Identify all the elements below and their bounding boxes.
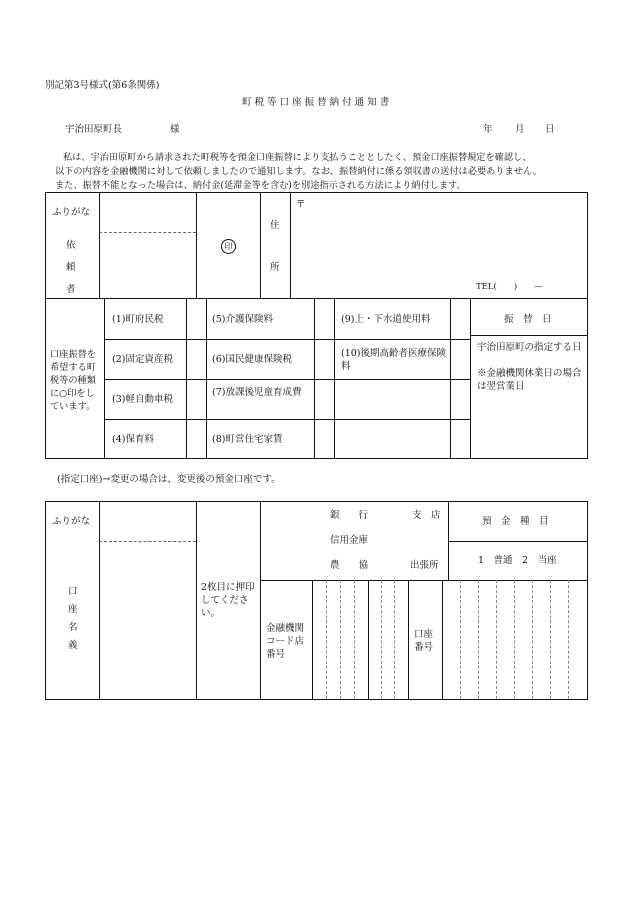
seal-instruction: 2枚目に押印してください。 [201, 582, 255, 619]
tax-item-10: (10)後期高齢者医療保険料 [341, 348, 447, 372]
institution-code-label: 金融機関コード店番号 [266, 623, 305, 660]
branch-label: 支 店 [412, 510, 441, 521]
intro-line-1: 私は、宇治田原町から請求された町税等を預金口座振替により支払うこととしたく、預金口座振替規定を確認し、 [63, 152, 532, 163]
transfer-day-header: 振 替 日 [504, 314, 552, 325]
tax-item-9: (9)上・下水道使用料 [341, 314, 431, 325]
applicant-label-1: 依 [66, 240, 76, 251]
applicant-furigana-label: ふりがな [52, 207, 91, 218]
tax-item-3: (3)軽自動車税 [112, 394, 173, 405]
address-label-2: 所 [270, 262, 280, 273]
applicant-label-2: 頼 [66, 262, 76, 273]
tax-types-side-label: 口座振替を希望する町税等の種類に○印をしています。 [50, 349, 96, 412]
branch-office-label: 出張所 [410, 560, 439, 571]
intro-line-3: また、振替不能となった場合は、納付金(延滞金等を含む)を別途指示される方法により納付します。 [55, 180, 466, 191]
tax-item-4: (4)保育料 [112, 434, 154, 445]
account-furigana-label: ふりがな [52, 516, 91, 527]
transfer-day-text-1: 宇治田原町の指定する日 [477, 342, 582, 353]
agri-coop-label: 農 協 [330, 560, 369, 571]
form-reference: 別記第3号様式(第6条関係) [45, 80, 160, 91]
tax-item-8: (8)町営住宅家賃 [212, 434, 283, 445]
account-name-label-4: 義 [68, 640, 78, 651]
account-name-label-1: 口 [68, 586, 78, 597]
transfer-day-text-2: ※金融機関休業日の場合は翌営業日 [477, 368, 582, 392]
credit-union-label: 信用金庫 [330, 535, 369, 546]
tel-label: TEL( ) — [476, 282, 543, 292]
tax-item-5: (5)介護保険料 [212, 314, 273, 325]
account-number-label: 口座番号 [414, 629, 434, 653]
applicant-label-3: 者 [66, 284, 76, 295]
deposit-type-options: 1 普通 2 当座 [478, 555, 557, 566]
tax-item-6: (6)国民健康保険税 [212, 354, 292, 365]
account-name-label-2: 座 [68, 604, 78, 615]
document-title: 町 税 等 口 座 振 替 納 付 通 知 書 [242, 97, 390, 108]
date-year-label: 年 [483, 124, 493, 135]
tax-item-7: (7)放課後児童育成費 [212, 387, 302, 398]
addressee: 宇治田原町長 [65, 124, 123, 135]
intro-line-2: 以下の内容を金融機関に対して依頼しましたので通知します。なお、振替納付に係る領収書の送付は必要ありません。 [55, 166, 542, 177]
date-day-label: 日 [545, 124, 555, 135]
tax-item-2: (2)固定資産税 [112, 354, 173, 365]
honorific: 様 [170, 124, 180, 135]
address-label-1: 住 [270, 220, 280, 231]
tax-item-1: (1)町府民税 [112, 314, 164, 325]
postal-mark: 〒 [296, 199, 306, 210]
bank-label: 銀 行 [330, 510, 369, 521]
seal-mark: 印 [221, 239, 236, 254]
date-month-label: 月 [515, 124, 525, 135]
account-note: (指定口座)→変更の場合は、変更後の預金口座です。 [57, 474, 281, 485]
account-name-label-3: 名 [68, 622, 78, 633]
deposit-type-header: 預 金 種 目 [482, 516, 549, 527]
